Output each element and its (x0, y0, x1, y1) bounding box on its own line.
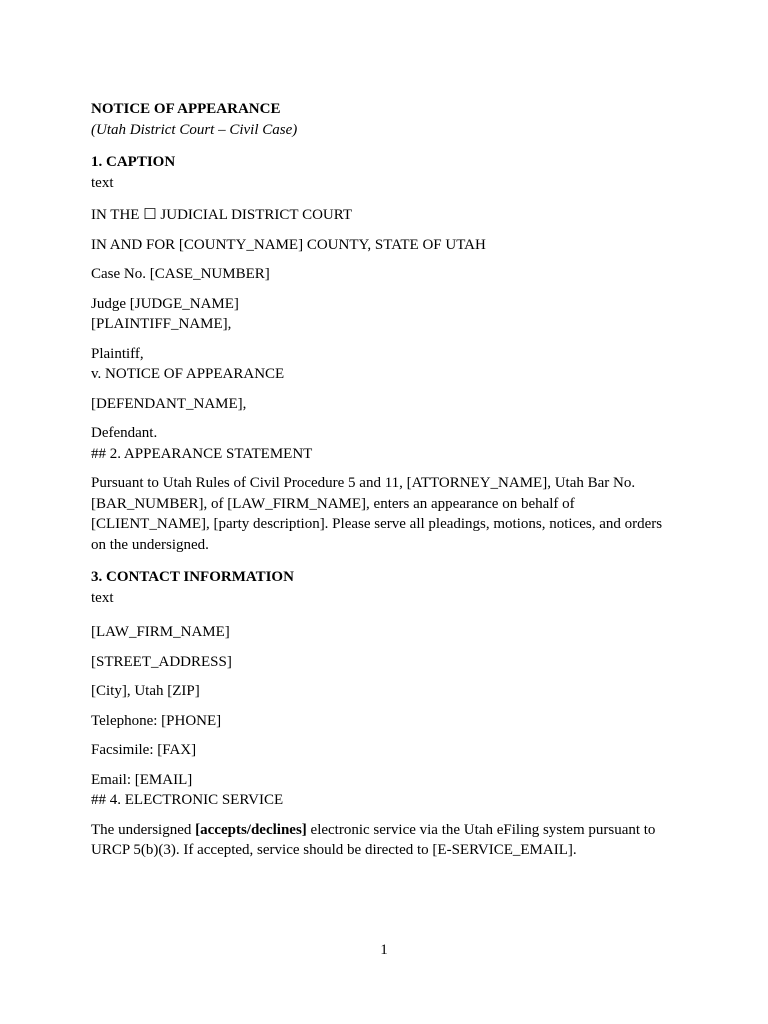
law-firm-name: [LAW_FIRM_NAME] (91, 624, 230, 640)
plaintiff-name: [PLAINTIFF_NAME], (91, 316, 232, 332)
county-line: IN AND FOR [COUNTY_NAME] COUNTY, STATE OF UTAH (91, 236, 486, 253)
electronic-service-heading-raw: ## 4. ELECTRONIC SERVICE (91, 792, 284, 808)
electronic-service-body (91, 820, 671, 861)
street-address: [STREET_ADDRESS] (91, 653, 232, 670)
plaintiff-role: Plaintiff, (91, 345, 144, 362)
defendant-role: Defendant. (91, 425, 158, 441)
page-number: 1 (380, 942, 388, 958)
electronic-service-prefix: The undersigned (91, 821, 196, 838)
facsimile-line: Facsimile: [FAX] (91, 742, 197, 758)
telephone-line: Telephone: [PHONE] (91, 712, 222, 729)
email-line: Email: [EMAIL] (91, 771, 193, 788)
city-line: [City], Utah [ZIP] (91, 683, 200, 699)
contact-heading: 3. CONTACT INFORMATION (91, 569, 294, 585)
contact-code-label: text (91, 589, 114, 606)
document-body (91, 99, 671, 870)
document-subtitle: (Utah District Court – Civil Case) (91, 121, 298, 138)
caption-heading: 1. CAPTION (91, 154, 176, 170)
electronic-service-choice: [accepts/declines] (195, 821, 307, 838)
appearance-heading-raw: ## 2. APPEARANCE STATEMENT (91, 445, 313, 462)
defendant-name: [DEFENDANT_NAME], (91, 395, 247, 412)
appearance-statement-body: Pursuant to Utah Rules of Civil Procedure 5 and 11, [ATTORNEY_NAME], Utah Bar No. [BAR_NUMBER], of [LAW_FIRM_NAME], enters an appearance on behalf of [CLIENT_NAME], [party description]. Please serve all pleadings, motions, notices, and orders on the undersigned. (91, 475, 663, 553)
judge-line: Judge [JUDGE_NAME] (91, 295, 239, 312)
case-number: Case No. [CASE_NUMBER] (91, 266, 270, 282)
versus-line: v. NOTICE OF APPEARANCE (91, 366, 285, 382)
court-line: IN THE ☐ JUDICIAL DISTRICT COURT (91, 207, 353, 223)
electronic-service-suffix: electronic service via the Utah eFiling system pursuant to URCP 5(b)(3). If accepted, service should be directed to [E-SERVICE_EMAIL]. (91, 821, 656, 858)
document-title: NOTICE OF APPEARANCE (91, 101, 281, 117)
caption-code-label: text (91, 174, 114, 191)
